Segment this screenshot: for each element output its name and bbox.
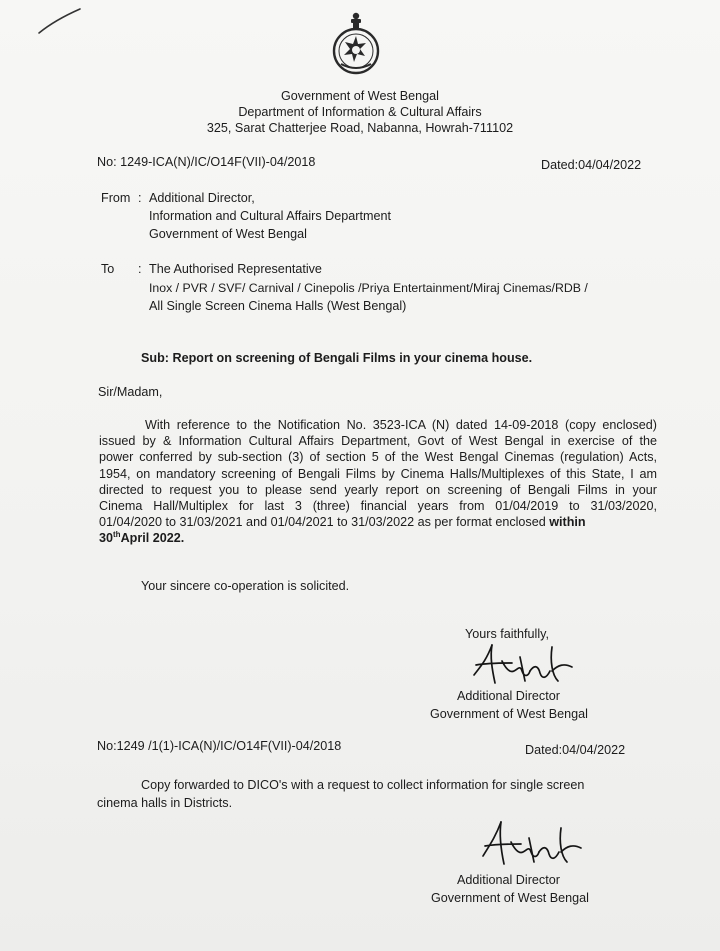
deadline-month-year: April 2022. (120, 531, 185, 546)
signature-2 (475, 818, 585, 870)
body-line-8 (99, 530, 657, 546)
signatory-title-1: Additional Director (457, 689, 560, 703)
body-paragraph (99, 417, 657, 547)
from-line-3: Government of West Bengal (149, 227, 307, 241)
to-line-1: The Authorised Representative (149, 262, 322, 276)
reference-number: No: 1249-ICA(N)/IC/O14F(VII)-04/2018 (97, 155, 316, 169)
copy-reference-number: No:1249 /1(1)-ICA(N)/IC/O14F(VII)-04/2018 (97, 739, 342, 753)
pen-stroke-mark (36, 6, 84, 36)
body-line-7 (99, 514, 657, 530)
body-line-2: issued by & Information Cultural Affairs Department, Govt of West Bengal in exercise of the (99, 434, 657, 449)
body-line-6: Cinema Hall/Multiplex for last 3 (three) financial years from 01/04/2019 to 31/03/2020, (99, 499, 657, 514)
closing-phrase: Yours faithfully, (465, 627, 550, 641)
signature-1 (468, 641, 578, 689)
to-colon: : (138, 262, 142, 276)
cooperation-line: Your sincere co-operation is solicited. (141, 579, 350, 593)
signatory-title-2: Additional Director (457, 873, 560, 887)
from-line-1: Additional Director, (149, 191, 255, 205)
copy-reference-date: Dated:04/04/2022 (525, 743, 626, 757)
copy-line-2: cinema halls in Districts. (97, 796, 233, 810)
header-department: Department of Information & Cultural Affairs (238, 105, 482, 119)
reference-date: Dated:04/04/2022 (541, 158, 642, 172)
body-line-7-deadline-word: within (549, 515, 586, 530)
state-emblem-icon (327, 10, 385, 76)
body-line-1: With reference to the Notification No. 3523-ICA (N) dated 14-09-2018 (copy enclosed) (145, 418, 657, 432)
from-line-2: Information and Cultural Affairs Department (149, 209, 391, 223)
body-line-4: 1954, on mandatory screening of Bengali Films by Cinema Halls/Multiplexes of this State, I am (99, 466, 657, 481)
to-label: To (101, 262, 115, 276)
body-line-3: power conferred by sub-section (3) of section 5 of the West Bengal Cinemas (regulation) Acts, (99, 450, 657, 465)
to-line-2: Inox / PVR / SVF/ Carnival / Cinepolis /Priya Entertainment/Miraj Cinemas/RDB / (149, 281, 588, 295)
signatory-org-2: Government of West Bengal (431, 891, 589, 905)
body-line-5: directed to request you to please send yearly report on screening of Bengali Films in your (99, 482, 657, 497)
deadline-day: 30 (99, 531, 114, 546)
salutation: Sir/Madam, (98, 385, 163, 399)
copy-line-1: Copy forwarded to DICO's with a request to collect information for single screen (141, 778, 585, 792)
header-government: Government of West Bengal (281, 89, 439, 103)
subject-line: Sub: Report on screening of Bengali Films in your cinema house. (141, 351, 533, 365)
from-colon: : (138, 191, 142, 205)
deadline-day-suffix: th (113, 530, 121, 540)
body-line-7-text: 01/04/2020 to 31/03/2021 and 01/04/2021 to 31/03/2022 as per format enclosed (99, 515, 546, 530)
signatory-org-1: Government of West Bengal (430, 707, 588, 721)
to-line-3: All Single Screen Cinema Halls (West Bengal) (149, 299, 407, 313)
header-address: 325, Sarat Chatterjee Road, Nabanna, Howrah-711102 (206, 121, 514, 135)
from-label: From (101, 191, 131, 205)
